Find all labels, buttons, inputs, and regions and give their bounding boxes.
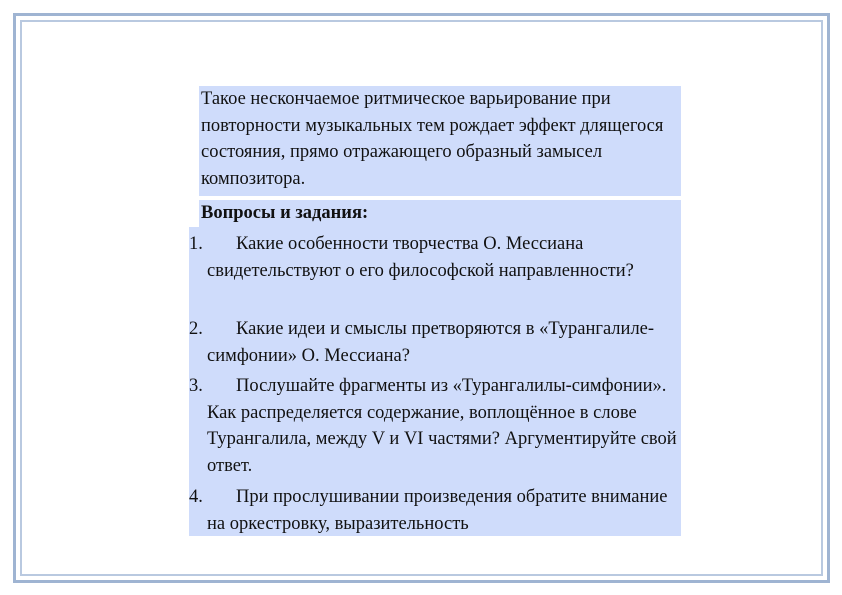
question-number: 3. [189,376,203,396]
intro-paragraph-text: Такое нескончаемое ритмическое варьирование при повторности музыкальных тем рождает эффект длящегося состояния, прямо отражающего образный замысел композитора. [201,89,664,189]
question-text: Какие особенности творчества О. Мессиана свидетельствуют о его философской направленности? [207,234,634,281]
question-item-4 [189,484,681,537]
questions-list [189,227,681,536]
intro-paragraph [199,86,681,196]
question-text: Какие идеи и смыслы претворяются в «Турангалиле-симфонии» О. Мессиана? [207,319,655,366]
question-text: Послушайте фрагменты из «Турангалилы-симфонии». Как распределяется содержание, воплощённое в слове Турангалила, между V и VI частями? Аргументируйте свой ответ. [207,376,677,476]
question-number: 2. [189,319,203,339]
question-item-3 [189,373,681,479]
question-number: 4. [189,487,203,507]
question-item-1 [189,231,681,284]
questions-heading: Вопросы и задания: [199,200,681,227]
question-number: 1. [189,234,203,254]
question-text: При прослушивании произведения обратите внимание на оркестровку, выразительность [207,487,668,534]
question-item-2 [189,316,681,369]
